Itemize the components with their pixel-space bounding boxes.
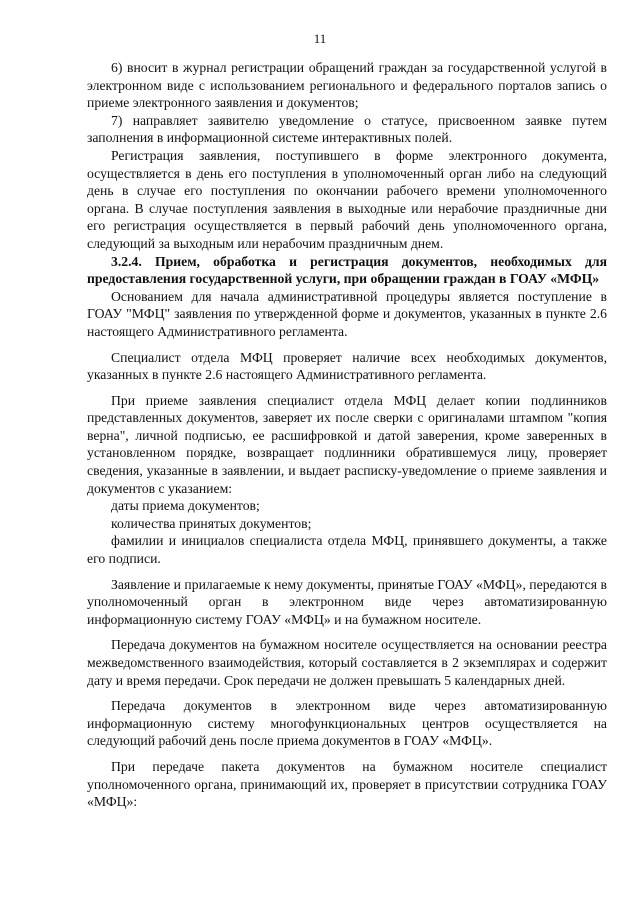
paragraph: 7) направляет заявителю уведомление о статусе, присвоенном заявке путем заполнения в информационной системе интерактивных полей. <box>87 112 607 146</box>
page-number: 11 <box>313 31 327 46</box>
paragraph: Передача документов на бумажном носителе осуществляется на основании реестра межведомственного взаимодействия, который составляется в 2 экземплярах и содержит дату и время передачи. Срок передачи не должен превышать 5 календарных дней. <box>87 637 607 688</box>
paragraph: 6) вносит в журнал регистрации обращений граждан за государственной услугой в электронном виде с использованием регионального и федерального порталов запись о приеме электронного заявления и документов; <box>87 60 607 111</box>
paragraph: Передача документов в электронном виде через автоматизированную информационную систему многофункциональных центров осуществляется на следующий рабочий день после приема документов в ГОАУ «МФЦ». <box>87 698 607 749</box>
paragraph: Заявление и прилагаемые к нему документы, принятые ГОАУ «МФЦ», передаются в уполномоченный орган в электронном виде через автоматизированную информационную систему ГОАУ «МФЦ» и на бумажном носителе. <box>87 576 607 627</box>
list-item: даты приема документов; <box>111 498 260 514</box>
paragraph: При приеме заявления специалист отдела МФЦ делает копии подлинников представленных документов, заверяет их после сверки с оригиналами штампом "копия верна", личной подписью, ее расшифровкой и датой заверения, кроме заверенных в установленном порядке, возвращает подлинники обратившемуся лицу, проверяет сведения, указанные в заявлении, и выдает расписку-уведомление о приеме заявления и документов с указанием: <box>87 392 607 496</box>
paragraph: При передаче пакета документов на бумажном носителе специалист уполномоченного органа, принимающий их, проверяет в присутствии сотрудника ГОАУ «МФЦ»: <box>87 758 607 810</box>
document-body <box>87 59 607 811</box>
paragraph: Регистрация заявления, поступившего в форме электронного документа, осуществляется в день его поступления в уполномоченный орган либо на следующий день в случае его поступления по окончании рабочего времени уполномоченного органа. В случае поступления заявления в выходные или нерабочие праздничные дни его регистрация осуществляется в первый рабочий день уполномоченного органа, следующий за выходным или нерабочим праздничным днем. <box>87 147 607 251</box>
paragraph: фамилии и инициалов специалиста отдела МФЦ, принявшего документы, а также его подписи. <box>87 533 607 567</box>
paragraph: Специалист отдела МФЦ проверяет наличие всех необходимых документов, указанных в пункте 2.6 настоящего Административного регламента. <box>87 349 607 383</box>
list-item: количества принятых документов; <box>111 515 312 531</box>
paragraph: Основанием для начала административной процедуры является поступление в ГОАУ "МФЦ" заявления по утвержденной форме и документов, указанных в пункте 2.6 настоящего Административного регламента. <box>87 288 607 339</box>
section-heading: 3.2.4. Прием, обработка и регистрация документов, необходимых для предоставления государственной услуги, при обращении граждан в ГОАУ «МФЦ» <box>87 253 607 287</box>
